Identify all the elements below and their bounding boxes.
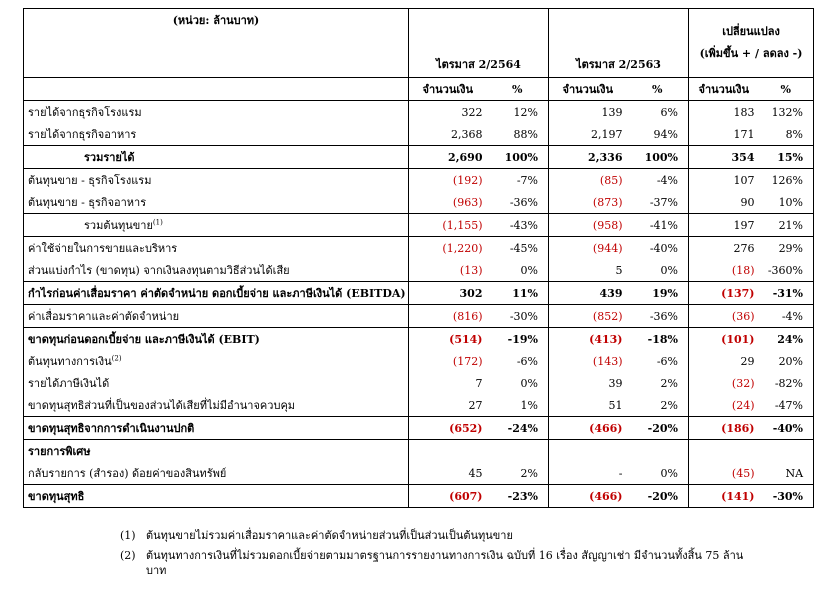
change-pct: 8% — [759, 123, 814, 146]
table-row — [24, 237, 814, 260]
change-pct: NA — [759, 462, 814, 485]
q2-pct: -36% — [627, 305, 689, 328]
q2-pct: 0% — [660, 263, 678, 277]
row-label-text: รายได้ภาษีเงินได้ — [28, 377, 110, 390]
row-label-text: ค่าใช้จ่ายในการขายและบริหาร — [28, 242, 178, 255]
change-pct: 132% — [759, 101, 814, 124]
q1-amount: (1,155) — [409, 214, 487, 237]
row-label-text: ค่าเสื่อมราคาและค่าตัดจำหน่าย — [28, 310, 180, 323]
row-label — [24, 282, 409, 305]
q2-amount: (85) — [549, 169, 627, 192]
q1-amount: (514) — [409, 328, 487, 351]
change-amount: (186) — [689, 417, 759, 440]
q1-amount: 2,368 — [409, 123, 487, 146]
q2-amount-header: จำนวนเงิน — [549, 78, 627, 101]
q2-pct-header: % — [627, 78, 689, 101]
q1-pct: 12% — [487, 101, 549, 124]
footnote-number: (2) — [120, 549, 136, 562]
row-label — [24, 394, 409, 417]
change-amount: (36) — [689, 305, 759, 328]
q2-pct: -40% — [627, 237, 689, 260]
table-row — [24, 350, 814, 372]
q2-amount: (413) — [549, 328, 627, 351]
row-label-text: ต้นทุนทางการเงิน — [28, 355, 112, 368]
table-row — [24, 282, 814, 305]
row-label-text: กลับรายการ (สำรอง) ด้อยค่าของสินทรัพย์ — [28, 467, 227, 480]
unit-label: (หน่วย: ล้านบาท) — [24, 9, 409, 78]
table-row — [24, 123, 814, 146]
change-pct: 20% — [759, 350, 814, 372]
q2-pct: 94% — [653, 127, 678, 141]
table-row — [24, 214, 814, 237]
q1-pct: 0% — [520, 376, 538, 390]
q1-amount: 322 — [409, 101, 487, 124]
q1-pct: 88% — [513, 127, 538, 141]
change-header — [689, 9, 814, 78]
row-label — [24, 101, 409, 124]
change-amount: (24) — [689, 394, 759, 417]
q2-pct: 0% — [660, 466, 678, 480]
q2-pct: -37% — [649, 195, 678, 209]
financial-table — [23, 8, 814, 508]
footnote — [120, 528, 760, 543]
q1-header: ไตรมาส 2/2564 — [409, 9, 549, 78]
q2-pct: 2% — [660, 376, 678, 390]
q2-amount: 5 — [549, 259, 627, 282]
change-pct: -31% — [759, 282, 814, 305]
row-label — [24, 169, 409, 192]
q2-amount: 39 — [549, 372, 627, 394]
q2-amount: 2,197 — [549, 123, 627, 146]
change-amount: (45) — [689, 462, 759, 485]
subheader-row — [24, 78, 814, 101]
q2-pct: 2% — [660, 398, 678, 412]
row-label — [24, 237, 409, 260]
change-pct: 24% — [759, 328, 814, 351]
change-amount-header: จำนวนเงิน — [689, 78, 759, 101]
change-subtitle: (เพิ่มขึ้น + / ลดลง -) — [699, 47, 803, 60]
q2-pct: -41% — [627, 214, 689, 237]
change-amount: (141) — [689, 485, 759, 508]
q1-pct: 2% — [520, 466, 538, 480]
q2-pct: -4% — [627, 169, 689, 192]
change-pct: 21% — [759, 214, 814, 237]
row-label-text: ขาดทุนสุทธิส่วนที่เป็นของส่วนได้เสียที่ไม่มีอำนาจควบคุม — [28, 399, 296, 412]
change-pct: -30% — [759, 485, 814, 508]
change-pct: -47% — [759, 394, 814, 417]
row-label — [24, 485, 409, 508]
row-label — [24, 214, 409, 237]
q2-amount — [549, 440, 627, 463]
row-label-text: รายได้จากธุรกิจโรงแรม — [28, 106, 142, 119]
change-amount: 354 — [689, 146, 759, 169]
q1-pct: 11% — [487, 282, 549, 305]
row-label — [24, 305, 409, 328]
q2-pct: -6% — [656, 354, 678, 368]
q1-pct: -24% — [487, 417, 549, 440]
table-row — [24, 440, 814, 463]
q2-pct: -20% — [627, 417, 689, 440]
table-row — [24, 146, 814, 169]
q1-amount: (607) — [409, 485, 487, 508]
row-label-text: รวมต้นทุนขาย — [84, 219, 153, 232]
q2-pct: 6% — [627, 101, 689, 124]
table-row — [24, 417, 814, 440]
change-pct: 10% — [759, 191, 814, 214]
change-pct: -40% — [759, 417, 814, 440]
q1-pct-header: % — [487, 78, 549, 101]
q2-amount: (466) — [549, 485, 627, 508]
row-label-text: ขาดทุนสุทธิจากการดำเนินงานปกติ — [28, 422, 195, 435]
change-amount: (18) — [689, 259, 759, 282]
q2-amount: (852) — [549, 305, 627, 328]
table-row — [24, 169, 814, 192]
change-pct: 29% — [759, 237, 814, 260]
q1-amount: (192) — [409, 169, 487, 192]
q2-amount: (873) — [549, 191, 627, 214]
q1-amount: (652) — [409, 417, 487, 440]
footnotes — [120, 528, 760, 583]
change-pct-header: % — [759, 78, 814, 101]
q2-pct — [627, 440, 689, 463]
q2-amount: (466) — [549, 417, 627, 440]
q2-amount: (958) — [549, 214, 627, 237]
q1-amount: 27 — [409, 394, 487, 417]
table-row — [24, 259, 814, 282]
footnote-marker: (1) — [152, 218, 163, 227]
table-row — [24, 191, 814, 214]
q1-amount: 45 — [409, 462, 487, 485]
row-label — [24, 146, 409, 169]
footnote-number: (1) — [120, 529, 136, 542]
q1-amount: (1,220) — [409, 237, 487, 260]
change-pct: -4% — [759, 305, 814, 328]
row-label — [24, 191, 409, 214]
footnote — [120, 548, 760, 578]
change-pct: 126% — [759, 169, 814, 192]
q1-pct: -36% — [509, 195, 538, 209]
row-label — [24, 328, 409, 351]
change-amount: 107 — [689, 169, 759, 192]
change-amount: (32) — [689, 372, 759, 394]
row-label-text: ขาดทุนก่อนดอกเบี้ยจ่าย และภาษีเงินได้ (EBIT) — [28, 333, 260, 346]
q2-pct: -20% — [627, 485, 689, 508]
q2-amount: 439 — [549, 282, 627, 305]
table-row — [24, 101, 814, 124]
q1-amount: (172) — [409, 350, 487, 372]
row-label — [24, 350, 409, 372]
q1-pct: 1% — [520, 398, 538, 412]
q1-pct: 0% — [520, 263, 538, 277]
row-label-text: รวมรายได้ — [84, 151, 135, 164]
q2-amount: (143) — [549, 350, 627, 372]
table-row — [24, 462, 814, 485]
q2-amount: 2,336 — [549, 146, 627, 169]
change-amount: 197 — [689, 214, 759, 237]
row-label-text: รายได้จากธุรกิจอาหาร — [28, 128, 137, 141]
footnote-text: ต้นทุนขายไม่รวมค่าเสื่อมราคาและค่าตัดจำหน่ายส่วนที่เป็นส่วนเป็นต้นทุนขาย — [146, 529, 513, 542]
q1-amount — [409, 440, 487, 463]
q1-amount: 302 — [409, 282, 487, 305]
table-row — [24, 328, 814, 351]
q1-pct: -19% — [487, 328, 549, 351]
change-pct: 15% — [759, 146, 814, 169]
q1-amount: 7 — [409, 372, 487, 394]
row-label-text: กำไรก่อนค่าเสื่อมราคา ค่าตัดจำหน่าย ดอกเบี้ยจ่าย และภาษีเงินได้ (EBITDA) — [28, 287, 406, 300]
change-amount — [689, 440, 759, 463]
row-label — [24, 440, 409, 463]
row-label-text: ต้นทุนขาย - ธุรกิจอาหาร — [28, 196, 147, 209]
change-amount: 90 — [689, 191, 759, 214]
q2-pct: 19% — [627, 282, 689, 305]
q1-amount: (963) — [409, 191, 487, 214]
q2-pct: 100% — [627, 146, 689, 169]
row-label-text: ต้นทุนขาย - ธุรกิจโรงแรม — [28, 174, 152, 187]
q1-pct: -43% — [487, 214, 549, 237]
table-row — [24, 394, 814, 417]
q1-pct: -30% — [487, 305, 549, 328]
change-amount: 276 — [689, 237, 759, 260]
table-body — [24, 101, 814, 508]
change-title: เปลี่ยนแปลง — [722, 25, 780, 38]
row-label — [24, 372, 409, 394]
change-amount: 29 — [689, 350, 759, 372]
q2-amount: 139 — [549, 101, 627, 124]
q2-amount: - — [549, 462, 627, 485]
change-amount: (101) — [689, 328, 759, 351]
q2-amount: 51 — [549, 394, 627, 417]
change-amount: 171 — [689, 123, 759, 146]
q2-header: ไตรมาส 2/2563 — [549, 9, 689, 78]
table-row — [24, 485, 814, 508]
change-pct — [759, 440, 814, 463]
footnote-marker: (2) — [111, 354, 122, 363]
q1-pct: -23% — [487, 485, 549, 508]
row-label-text: ส่วนแบ่งกำไร (ขาดทุน) จากเงินลงทุนตามวิธีส่วนได้เสีย — [28, 264, 290, 277]
row-label — [24, 123, 409, 146]
q1-amount: 2,690 — [409, 146, 487, 169]
q1-pct: 100% — [487, 146, 549, 169]
row-label-text: ขาดทุนสุทธิ — [28, 490, 85, 503]
row-label-text: รายการพิเศษ — [28, 445, 91, 458]
table-row — [24, 372, 814, 394]
table-row — [24, 305, 814, 328]
change-amount: (137) — [689, 282, 759, 305]
header-row — [24, 9, 814, 78]
change-pct: -360% — [759, 259, 814, 282]
row-label — [24, 417, 409, 440]
q1-pct — [487, 440, 549, 463]
q1-amount: (816) — [409, 305, 487, 328]
q1-amount: (13) — [409, 259, 487, 282]
q1-amount-header: จำนวนเงิน — [409, 78, 487, 101]
row-label — [24, 259, 409, 282]
q1-pct: -7% — [487, 169, 549, 192]
q2-amount: (944) — [549, 237, 627, 260]
row-label — [24, 462, 409, 485]
q1-pct: -45% — [487, 237, 549, 260]
footnote-text: ต้นทุนทางการเงินที่ไม่รวมดอกเบี้ยจ่ายตามมาตรฐานการรายงานทางการเงิน ฉบับที่ 16 เรื่อง สัญญาเช่า มีจำนวนทั้งสิ้น 75 ล้านบาท — [146, 549, 744, 577]
change-amount: 183 — [689, 101, 759, 124]
change-pct: -82% — [759, 372, 814, 394]
q1-pct: -6% — [516, 354, 538, 368]
q2-pct: -18% — [627, 328, 689, 351]
